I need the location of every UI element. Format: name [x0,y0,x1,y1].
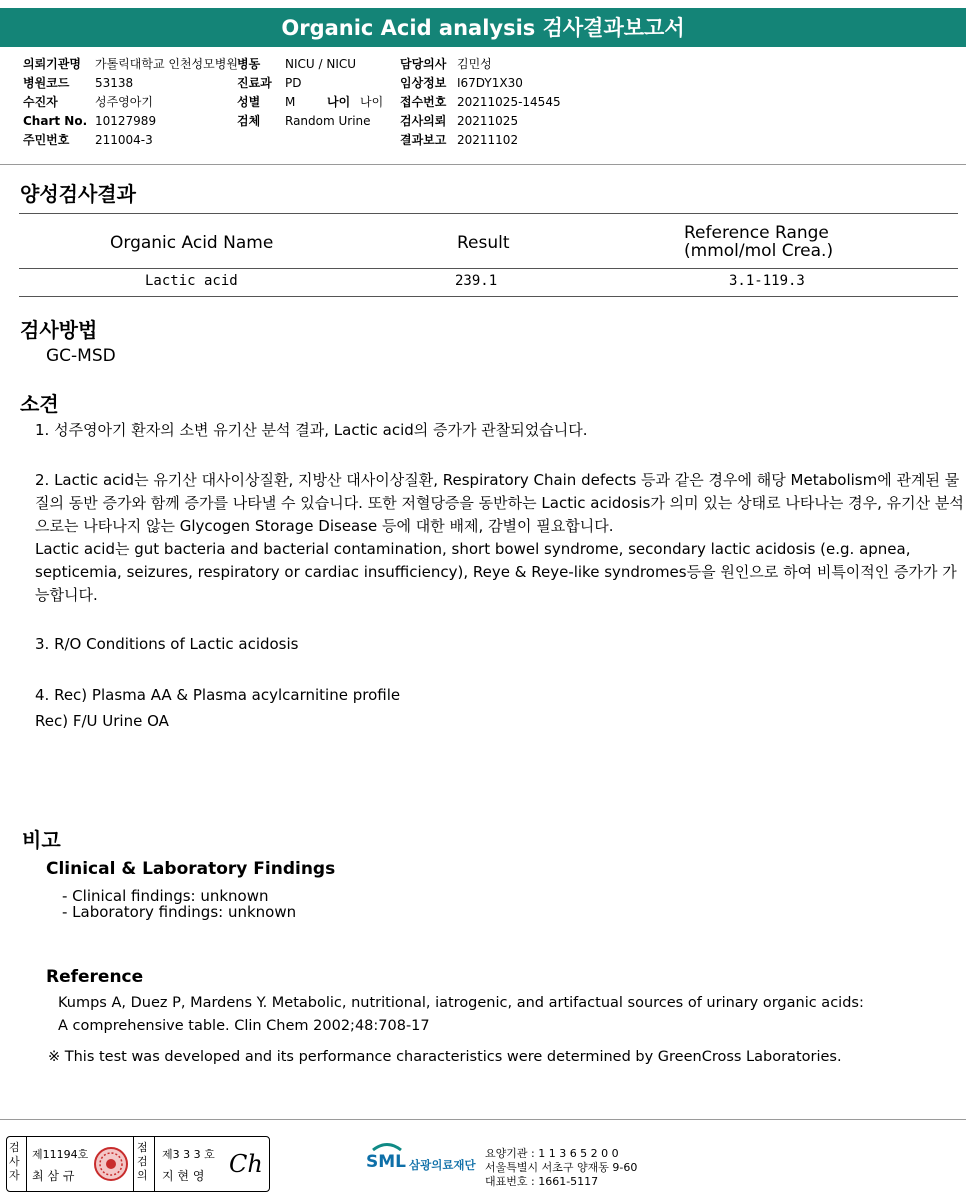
info-row [237,112,383,131]
box-divider [154,1137,155,1191]
info-row [23,131,238,150]
opinion-item-4-followup: Rec) F/U Urine OA [35,712,169,730]
info-label: 임상정보 [400,76,447,90]
info-row [400,112,561,131]
info-label: 검체 [237,114,261,128]
reference-text-2: A comprehensive table. Clin Chem 2002;48:708-17 [58,1018,430,1034]
info-value: PD [285,76,302,90]
box-divider [133,1137,134,1191]
col-header-result: Result [457,233,510,253]
info-value: 53138 [95,76,134,90]
table-bottom-border [19,296,958,297]
info-value: 20211102 [457,133,519,147]
info-value: 20211025-14545 [457,95,561,109]
info-col-1 [23,55,238,150]
col-header-reference [684,224,833,260]
info-label: 의뢰기관명 [23,57,81,71]
positive-heading: 양성검사결과 [20,182,136,206]
info-row [237,74,383,93]
col-header-name: Organic Acid Name [110,233,274,253]
box-divider [26,1137,27,1191]
info-row [400,93,561,112]
signature: Ch [229,1150,263,1178]
info-value: NICU / NICU [285,57,357,71]
method-heading: 검사방법 [20,318,98,342]
info-value: M [285,95,296,109]
findings-laboratory: - Laboratory findings: unknown [62,903,297,921]
seal-icon [93,1146,129,1182]
info-label: 병원코드 [23,76,70,90]
info-label: 접수번호 [400,95,447,109]
info-row [400,131,561,150]
info-value: 가톨릭대학교 인천성모병원 [95,57,238,71]
table-top-border [19,213,958,214]
signature-box [6,1136,270,1192]
findings-title: Clinical & Laboratory Findings [46,859,336,879]
info-label: 주민번호 [23,133,70,147]
table-header-border [19,268,958,269]
info-row [400,74,561,93]
opinion-item-2: 2. Lactic acid는 유기산 대사이상질환, 지방산 대사이상질환, Respiratory Chain defects 등과 같은 경우에 해당 Metabolism에 관계된 물질의 동반 증가와 함께 증가를 나타낼 수 있습니다. 또한 저혈당증을 동반하는 Lactic acidosis가 의미 있는 상태로 나타나는 경우, 유기산 분석으로는 나타나지 않는 Glycogen Storage Disease 등에 대한 배제, 감별이 필요합니다. [35,471,964,535]
checker-label: 점검의 [137,1141,148,1182]
divider [0,164,966,165]
result-value: 239.1 [455,273,498,289]
info-value: Random Urine [285,114,371,128]
opinion-heading: 소견 [20,392,59,416]
info-row [23,55,238,74]
info-label: 진료과 [237,76,272,90]
info-row [23,93,238,112]
info-label: 결과보고 [400,133,447,147]
remarks-heading: 비고 [22,828,61,852]
reference-unit-label: (mmol/mol Crea.) [684,241,834,261]
result-range: 3.1-119.3 [729,273,805,289]
age-value: 나이 [360,95,384,109]
tester-number: 제11194호 [32,1148,89,1161]
method-value: GC-MSD [46,346,116,366]
info-value: 20211025 [457,114,519,128]
checker-number: 제3 3 3 호 [162,1148,215,1161]
footer-divider [0,1119,966,1120]
address: 서울특별시 서초구 양재동 9-60 [485,1161,638,1174]
opinion-item-1: 1. 성주영아기 환자의 소변 유기산 분석 결과, Lactic acid의 증가가 관찰되었습니다. [35,421,588,439]
info-row [23,74,238,93]
info-value: 211004-3 [95,133,153,147]
info-label: 담당의사 [400,57,447,71]
reference-text-1: Kumps A, Duez P, Mardens Y. Metabolic, nutritional, iatrogenic, and artifactual sources of urinary organic acids: [58,995,864,1011]
findings-clinical: - Clinical findings: unknown [62,887,269,905]
tester-name: 최 삼 규 [32,1169,75,1183]
info-label: 검사의뢰 [400,114,447,128]
info-row [237,55,383,74]
tester-label: 검사자 [9,1141,20,1182]
reference-title: Reference [46,967,144,987]
lab-note: ※ This test was developed and its performance characteristics were determined by GreenCross Laboratories. [48,1049,842,1065]
info-value: 김민성 [457,57,492,71]
info-label: Chart No. [23,114,88,128]
info-label: 수진자 [23,95,58,109]
info-value: I67DY1X30 [457,76,523,90]
info-label: 병동 [237,57,261,71]
foundation-name: 삼광의료재단 [409,1158,476,1172]
info-row [400,55,561,74]
info-value: 성주영아기 [95,95,153,109]
checker-name: 지 현 영 [162,1169,205,1183]
reference-range-label: Reference Range [684,223,829,243]
info-value: 10127989 [95,114,157,128]
info-col-2 [237,55,383,131]
age-label: 나이 [327,95,351,109]
sml-logo-text: SML [366,1152,406,1172]
info-row [23,112,238,131]
opinion-item-4: 4. Rec) Plasma AA & Plasma acylcarnitine profile [35,686,401,704]
info-col-3 [400,55,561,150]
result-name: Lactic acid [145,273,238,289]
org-code: 요양기관 : 1 1 3 6 5 2 0 0 [485,1147,619,1160]
info-row [237,93,383,112]
phone: 대표번호 : 1661-5117 [485,1175,599,1188]
info-label: 성별 [237,95,261,109]
opinion-item-3: 3. R/O Conditions of Lactic acidosis [35,635,299,653]
report-title: Organic Acid analysis 검사결과보고서 [0,8,966,47]
opinion-item-2-detail: Lactic acid는 gut bacteria and bacterial contamination, short bowel syndrome, secondary lactic acidosis (e.g. apnea, septicemia, seizures, respiratory or cardiac insufficiency), Reye & Reye-like syndromes등을 원인으로 하여 비특이적인 증가가 가능합니다. [35,540,957,604]
